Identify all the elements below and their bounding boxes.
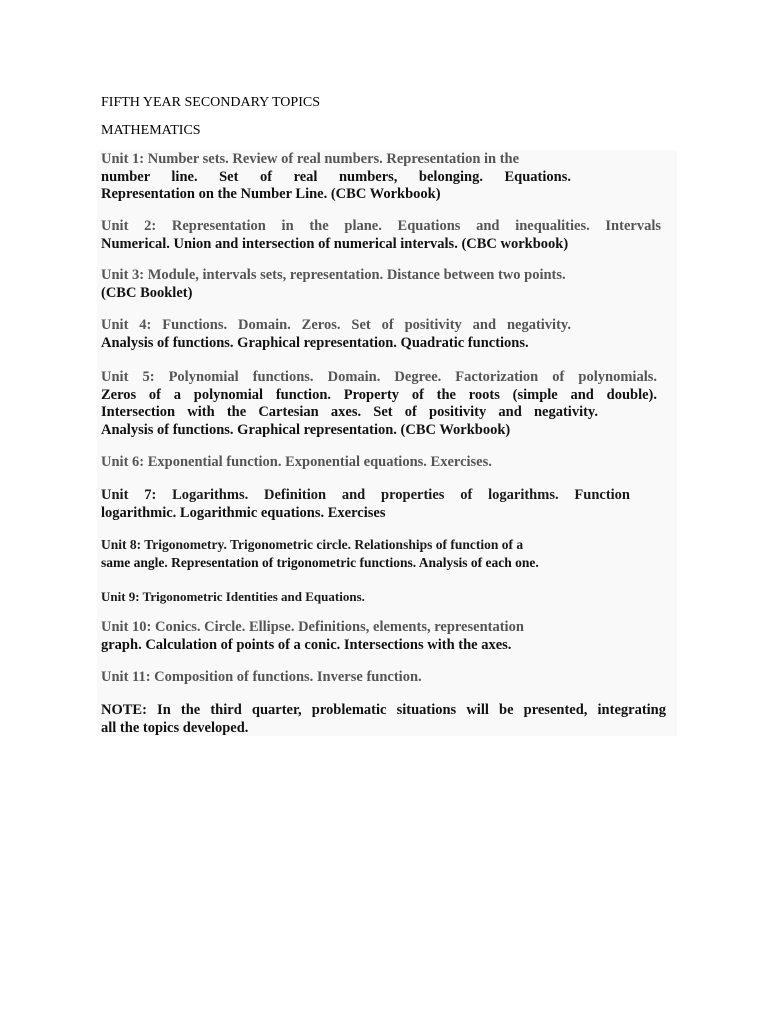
unit-8 (101, 536, 666, 571)
unit-3-line-2: (CBC Booklet) (101, 284, 193, 301)
unit-1-line-2: number line. Set of real numbers, belonging. Equations. (101, 168, 571, 185)
unit-5-line-4: Analysis of functions. Graphical representation. (CBC Workbook) (101, 421, 511, 438)
unit-10-line-2: graph. Calculation of points of a conic. Intersections with the axes. (101, 636, 512, 653)
document-title: FIFTH YEAR SECONDARY TOPICS (101, 95, 320, 110)
subject-heading: MATHEMATICS (101, 123, 201, 138)
unit-2 (101, 218, 661, 253)
unit-5-title: Unit 5: Polynomial functions. Domain. Degree. Factorization of polynomials. (101, 369, 657, 385)
unit-7-title: Unit 7: Logarithms. Definition and properties of logarithms. Function (101, 487, 630, 503)
unit-3-title: Unit 3: Module, intervals sets, representation. Distance between two points. (101, 267, 566, 283)
unit-7 (101, 487, 630, 522)
unit-11 (101, 669, 666, 687)
unit-10 (101, 619, 666, 654)
unit-7-line-2: logarithmic. Logarithmic equations. Exercises (101, 504, 386, 521)
unit-2-line-2: Numerical. Union and intersection of numerical intervals. (CBC workbook) (101, 235, 569, 252)
unit-4-title: Unit 4: Functions. Domain. Zeros. Set of positivity and negativity. (101, 317, 571, 333)
unit-10-title: Unit 10: Conics. Circle. Ellipse. Definitions, elements, representation (101, 619, 524, 635)
unit-1-line-3: Representation on the Number Line. (CBC Workbook) (101, 186, 441, 202)
unit-8-line-2: same angle. Representation of trigonometric functions. Analysis of each one. (101, 554, 539, 570)
unit-6-title: Unit 6: Exponential function. Exponential equations. Exercises. (101, 454, 492, 470)
unit-1 (101, 151, 571, 204)
unit-6 (101, 454, 666, 472)
unit-5-line-2: Zeros of a polynomial function. Property of the roots (simple and double). (101, 386, 657, 403)
unit-1-title: Unit 1: Number sets. Review of real numbers. Representation in the (101, 151, 520, 167)
note-line-2: all the topics developed. (101, 719, 249, 736)
note (101, 702, 666, 737)
unit-8-title: Unit 8: Trigonometry. Trigonometric circle. Relationships of function of a (101, 537, 524, 552)
units-list (97, 150, 677, 736)
note-line-1: NOTE: In the third quarter, problematic situations will be presented, integrating (101, 702, 666, 718)
unit-3 (101, 267, 666, 302)
unit-9-title: Unit 9: Trigonometric Identities and Equations. (101, 589, 365, 604)
unit-9 (101, 588, 666, 606)
unit-5-line-3: Intersection with the Cartesian axes. Set of positivity and negativity. (101, 404, 598, 420)
unit-11-title: Unit 11: Composition of functions. Inverse function. (101, 669, 422, 685)
unit-4 (101, 317, 571, 352)
unit-2-title: Unit 2: Representation in the plane. Equations and inequalities. Intervals (101, 218, 661, 234)
unit-5 (101, 369, 657, 439)
unit-4-line-2: Analysis of functions. Graphical representation. Quadratic functions. (101, 334, 529, 351)
